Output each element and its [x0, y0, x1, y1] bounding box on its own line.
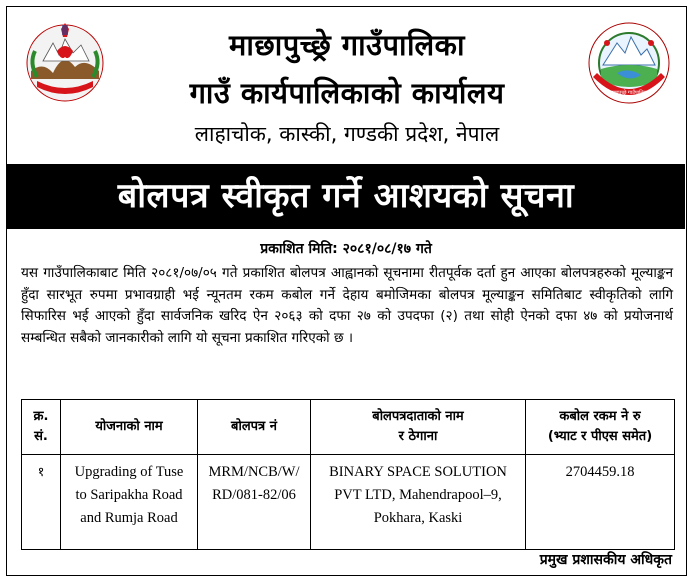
cell-amount: 2704459.18: [526, 455, 675, 550]
office-address: लाहाचोक, कास्की, गण्डकी प्रदेश, नेपाल: [194, 122, 500, 146]
cell-bid-no: MRM/NCB/W/ RD/081-82/06: [198, 455, 311, 550]
municipality-logo-icon: [587, 21, 671, 105]
header-bidder: बोलपत्रदाताको नाम र ठेगाना: [311, 400, 526, 455]
municipality-name: माछापुच्छ्रे गाउँपालिका: [229, 28, 465, 62]
header-sn: क्र. सं.: [22, 400, 61, 455]
bid-table: [21, 399, 675, 550]
cell-project: Upgrading of Tuse to Saripakha Road and Rumja Road: [61, 455, 198, 550]
header-bid-no: बोलपत्र नं: [198, 400, 311, 455]
logo-ring-text: माछापुच्छ्रे गाउँपालिका: [609, 90, 649, 96]
table-row: [22, 455, 675, 550]
notice-page: [6, 6, 687, 576]
signatory-title: प्रमुख प्रशासकीय अधिकृत: [539, 552, 672, 568]
published-date: प्रकाशित मिति: २०८१/०८/१७ गते: [260, 241, 432, 257]
nepal-coat-of-arms-icon: [23, 21, 107, 105]
cell-sn: १: [22, 455, 61, 550]
header-project: योजनाको नाम: [61, 400, 198, 455]
header-amount: कबोल रकम ने रु (भ्याट र पीएस समेत): [526, 400, 675, 455]
office-name: गाउँ कार्यपालिकाको कार्यालय: [189, 76, 505, 110]
cell-bidder: BINARY SPACE SOLUTION PVT LTD, Mahendrapool–9, Pokhara, Kaski: [311, 455, 526, 550]
notice-banner: बोलपत्र स्वीकृत गर्ने आशयको सूचना: [7, 164, 685, 229]
table-header-row: [22, 400, 675, 455]
notice-body: यस गाउँपालिकाबाट मिति २०८१/०७/०५ गते प्रकाशित बोलपत्र आह्वानको सूचनामा रीतपूर्वक दर्ता हुन आएका बोलपत्रहरुको मूल्याङ्कन हुँदा सारभूत रुपमा प्रभावग्राही भई न्यूनतम रकम कबोल गर्ने देहाय बमोजिमका बोलपत्र मूल्याङ्कन समितिबाट स्वीकृतिको लागि सिफारिस भई आएको हुँदा सार्वजनिक खरिद ऐन २०६३ को दफा २७ को उपदफा (२) तथा सोही ऐनको दफा ४७ को प्रयोजनार्थ सम्बन्धित सबैको जानकारीको लागि यो सूचना प्रकाशित गरिएको छ ।: [21, 265, 673, 346]
